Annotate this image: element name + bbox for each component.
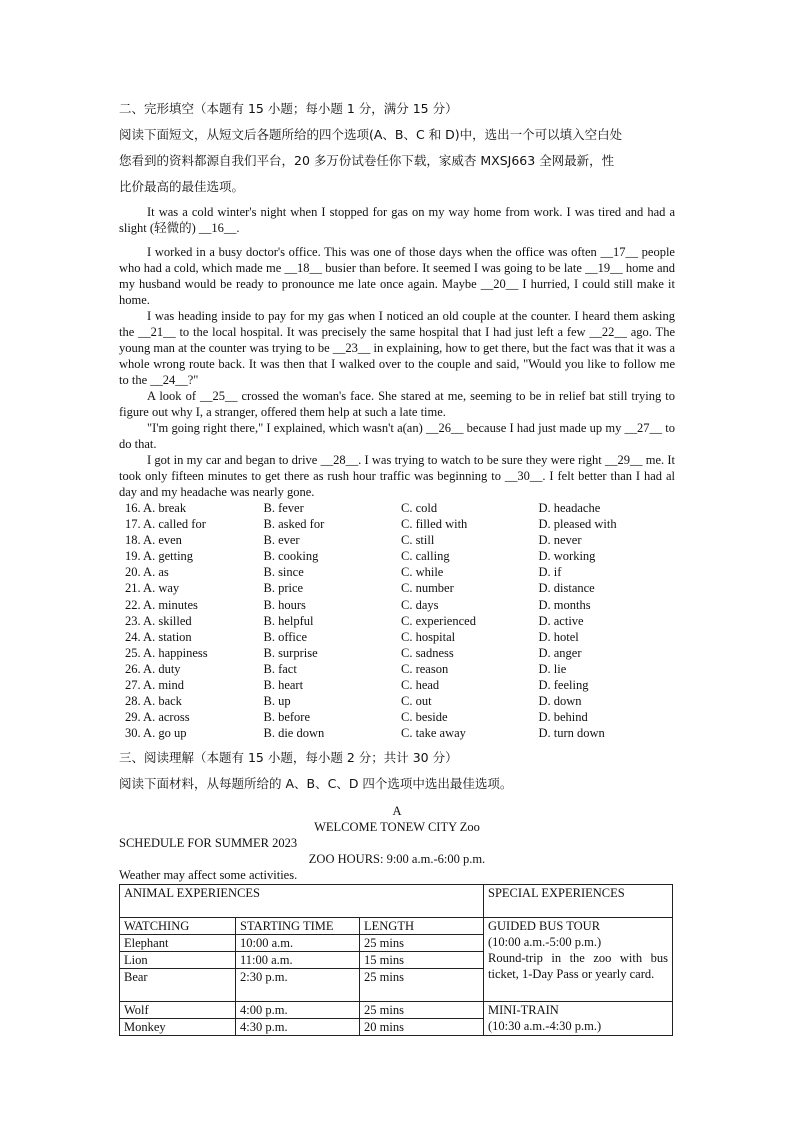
- bus-tour-desc: Round-trip in the zoo with bus ticket, 1-Day Pass or yearly card.: [488, 951, 668, 982]
- option-choice: C. days: [400, 597, 439, 612]
- option-choice: B. price: [263, 581, 304, 596]
- option-choice: D. lie: [538, 661, 567, 676]
- option-row: [125, 613, 675, 629]
- option-choice: C. cold: [400, 501, 438, 515]
- option-choice: D. distance: [538, 581, 595, 596]
- mini-train-time: (10:30 a.m.-4:30 p.m.): [488, 1019, 602, 1034]
- option-choice: D. behind: [538, 710, 588, 725]
- option-row: [125, 532, 675, 548]
- table-cell: 10:00 a.m.: [236, 935, 360, 952]
- option-row: [125, 677, 675, 693]
- option-row: [125, 548, 675, 564]
- passage-paragraph: "I'm going right there," I explained, which wasn't a(an) __26__ because I had just made up my __27__ to do that.: [119, 421, 675, 451]
- table-cell: 4:30 p.m.: [236, 1019, 360, 1036]
- passage-paragraph: I was heading inside to pay for my gas when I noticed an old couple at the counter. I heard them asking the __21__ to the local hospital. It was precisely the same hospital that I had just left a few __22__ ago. The young man at the counter was trying to be __23__ in explaining, how to get there, but the fact was that it was a whole wrong route back. It was then that I walked over to the couple and said, "Would you like to follow me to the __24__?": [119, 309, 675, 387]
- option-choice: C. filled with: [400, 517, 468, 532]
- option-row: [125, 500, 675, 516]
- passage-paragraph: It was a cold winter's night when I stopped for gas on my way home from work. I was tired and had a slight (轻微的) __16__.: [119, 205, 675, 235]
- special-experiences-header: SPECIAL EXPERIENCES: [484, 885, 673, 918]
- option-choice: D. headache: [538, 501, 601, 515]
- table-cell: 20 mins: [360, 1019, 484, 1036]
- option-choice: 21. A. way: [125, 581, 180, 596]
- option-choice: 24. A. station: [125, 629, 192, 644]
- col-length: LENGTH: [360, 918, 484, 935]
- answer-options: [125, 500, 675, 741]
- option-choice: D. turn down: [538, 726, 605, 741]
- mini-train-title: MINI-TRAIN: [488, 1003, 559, 1018]
- passage-paragraph: I worked in a busy doctor's office. This was one of those days when the office was often __17__ people who had a cold, which made me __18__ busier than before. It seemed I was going to be late __19__ home and my husband would be ready to pronounce me late once again. Maybe __20__ I hurried, I could still make it home.: [119, 245, 675, 307]
- option-choice: B. office: [263, 629, 307, 644]
- option-choice: D. hotel: [538, 629, 579, 644]
- mini-train-cell: [484, 1002, 673, 1036]
- option-choice: B. before: [263, 710, 310, 725]
- option-choice: B. fact: [263, 661, 297, 676]
- option-choice: B. fever: [263, 501, 304, 515]
- option-choice: D. working: [538, 549, 596, 564]
- option-choice: B. surprise: [263, 645, 318, 660]
- schedule-line: SCHEDULE FOR SUMMER 2023: [119, 836, 298, 851]
- option-row: [125, 645, 675, 661]
- option-choice: B. ever: [263, 533, 300, 548]
- col-starting-time: STARTING TIME: [236, 918, 360, 935]
- bus-tour-cell: [484, 918, 673, 1002]
- option-choice: B. cooking: [263, 549, 319, 564]
- option-choice: 19. A. getting: [125, 549, 194, 564]
- option-choice: C. head: [400, 678, 440, 693]
- section-2-instruction: 阅读下面短文，从短文后各题所给的四个选项(A、B、C 和 D)中，选出一个可以填入空白处: [119, 127, 623, 142]
- option-row: [125, 629, 675, 645]
- option-choice: C. calling: [400, 549, 450, 564]
- option-row: [125, 709, 675, 725]
- option-choice: C. number: [400, 581, 454, 596]
- table-cell: Bear: [120, 969, 236, 1002]
- option-choice: B. up: [263, 694, 291, 709]
- option-row: [125, 580, 675, 596]
- option-choice: 28. A. back: [125, 694, 182, 709]
- option-choice: D. feeling: [538, 678, 589, 693]
- option-row: [125, 693, 675, 709]
- option-choice: 26. A. duty: [125, 661, 181, 676]
- table-cell: 25 mins: [360, 1002, 484, 1019]
- option-choice: C. hospital: [400, 629, 456, 644]
- passage-paragraph: A look of __25__ crossed the woman's face. She stared at me, seeming to be in relief bat still trying to figure out why I, a stranger, offered them help at such a late time.: [119, 389, 675, 419]
- table-cell: Lion: [120, 952, 236, 969]
- table-cell: 25 mins: [360, 969, 484, 1002]
- table-cell: Elephant: [120, 935, 236, 952]
- option-choice: D. active: [538, 613, 584, 628]
- option-choice: B. since: [263, 565, 304, 580]
- bus-tour-title: GUIDED BUS TOUR: [488, 919, 601, 934]
- zoo-hours: ZOO HOURS: 9:00 a.m.-6:00 p.m.: [308, 852, 486, 867]
- passage-paragraph: I got in my car and began to drive __28__. I was trying to watch to be sure they were right __29__ me. It took only fifteen minutes to get there as rush hour traffic was beginning to __30__. I felt better than I had al day and my headache was nearly gone.: [119, 453, 675, 499]
- section-3-instruction: 阅读下面材料，从每题所给的 A、B、C、D 四个选项中选出最佳选项。: [119, 776, 513, 792]
- weather-note: Weather may affect some activities.: [119, 868, 298, 883]
- passage-letter: A: [392, 804, 402, 819]
- option-choice: B. die down: [263, 726, 325, 741]
- option-choice: C. still: [400, 533, 435, 548]
- table-cell: 11:00 a.m.: [236, 952, 360, 969]
- col-watching: WATCHING: [120, 918, 236, 935]
- option-choice: C. experienced: [400, 613, 476, 628]
- animal-experiences-header: ANIMAL EXPERIENCES: [120, 885, 484, 918]
- option-choice: B. hours: [263, 597, 306, 612]
- option-row: [125, 597, 675, 613]
- zoo-schedule-table: [119, 884, 673, 1036]
- option-choice: C. beside: [400, 710, 448, 725]
- option-choice: 23. A. skilled: [125, 613, 192, 628]
- option-choice: B. heart: [263, 678, 304, 693]
- table-cell: 15 mins: [360, 952, 484, 969]
- option-choice: C. out: [400, 694, 432, 709]
- table-cell: 4:00 p.m.: [236, 1002, 360, 1019]
- option-choice: D. down: [538, 694, 582, 709]
- zoo-title: WELCOME TONEW CITY Zoo: [314, 820, 480, 835]
- option-choice: C. sadness: [400, 645, 454, 660]
- option-choice: B. asked for: [263, 517, 325, 532]
- option-row: [125, 564, 675, 580]
- option-choice: 29. A. across: [125, 710, 190, 725]
- option-choice: 17. A. called for: [125, 517, 206, 532]
- option-choice: D. months: [538, 597, 591, 612]
- option-row: [125, 661, 675, 677]
- table-cell: Monkey: [120, 1019, 236, 1036]
- option-choice: C. take away: [400, 726, 466, 741]
- option-choice: C. reason: [400, 661, 449, 676]
- option-choice: B. helpful: [263, 613, 314, 628]
- watermark-line: 您看到的资料都源自我们平台，20 多万份试卷任你下载，家威杏 MXSJ663 全网最新，性: [119, 153, 615, 168]
- bus-tour-time: (10:00 a.m.-5:00 p.m.): [488, 935, 602, 950]
- option-choice: 20. A. as: [125, 565, 169, 580]
- option-row: [125, 516, 675, 532]
- table-cell: 2:30 p.m.: [236, 969, 360, 1002]
- table-cell: Wolf: [120, 1002, 236, 1019]
- option-choice: 16. A. break: [125, 501, 187, 515]
- option-choice: D. anger: [538, 645, 582, 660]
- option-choice: D. if: [538, 565, 562, 580]
- option-choice: 18. A. even: [125, 533, 182, 548]
- option-choice: 22. A. minutes: [125, 597, 198, 612]
- option-choice: 25. A. happiness: [125, 645, 208, 660]
- option-choice: D. never: [538, 533, 582, 548]
- exam-page: [119, 96, 675, 1036]
- table-cell: 25 mins: [360, 935, 484, 952]
- option-row: [125, 725, 675, 741]
- section-2-instruction-end: 比价最高的最佳选项。: [119, 179, 245, 194]
- option-choice: C. while: [400, 565, 444, 580]
- option-choice: 30. A. go up: [125, 726, 187, 741]
- section-2-heading: 二、完形填空（本题有 15 小题；每小题 1 分，满分 15 分）: [119, 101, 458, 116]
- section-3-heading: 三、阅读理解（本题有 15 小题，每小题 2 分；共计 30 分）: [119, 750, 458, 766]
- option-choice: 27. A. mind: [125, 678, 185, 693]
- option-choice: D. pleased with: [538, 517, 617, 532]
